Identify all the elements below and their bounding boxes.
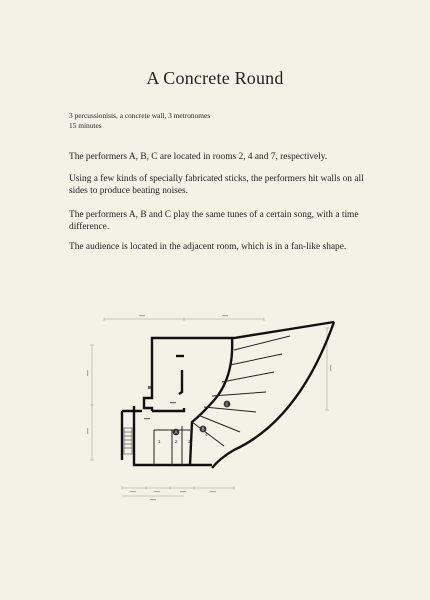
piece-details (69, 111, 210, 130)
performer-marker-b (200, 426, 207, 433)
instrumentation-line: 3 percussionists, a concrete wall, 3 metronomes (69, 111, 211, 120)
staircase (124, 428, 132, 454)
paragraph-performer-locations: The performers A, B, C are located in rooms 2, 4 and 7, respectively. (69, 152, 328, 162)
plan-detail-marks (144, 386, 176, 419)
performer-label-c: C (225, 401, 229, 407)
performer-marker-c (224, 401, 231, 408)
paragraph-audience: The audience is located in the adjacent room, which is in a fan-like shape. (69, 242, 347, 252)
room-number-2: 2 (175, 439, 178, 444)
room-number-4: 4 (205, 432, 208, 437)
performer-marker-a (173, 429, 180, 436)
performer-label-a: A (174, 429, 178, 435)
paragraph-sticks: Using a few kinds of specially fabricated sticks, the performers hit walls on all sides to produce beating noises. (69, 174, 364, 196)
performer-label-b: B (201, 426, 205, 432)
room-number-3: 3 (188, 439, 191, 444)
document-title: A Concrete Round (146, 68, 284, 88)
room-number-1: 1 (158, 439, 161, 444)
floor-plan-drawing (84, 310, 354, 510)
paragraph-tunes: The performers A, B and C play the same tunes of a certain song, with a time difference. (69, 210, 359, 232)
duration-line: 15 minutes (69, 120, 102, 130)
fan-room-dividers (154, 336, 290, 465)
